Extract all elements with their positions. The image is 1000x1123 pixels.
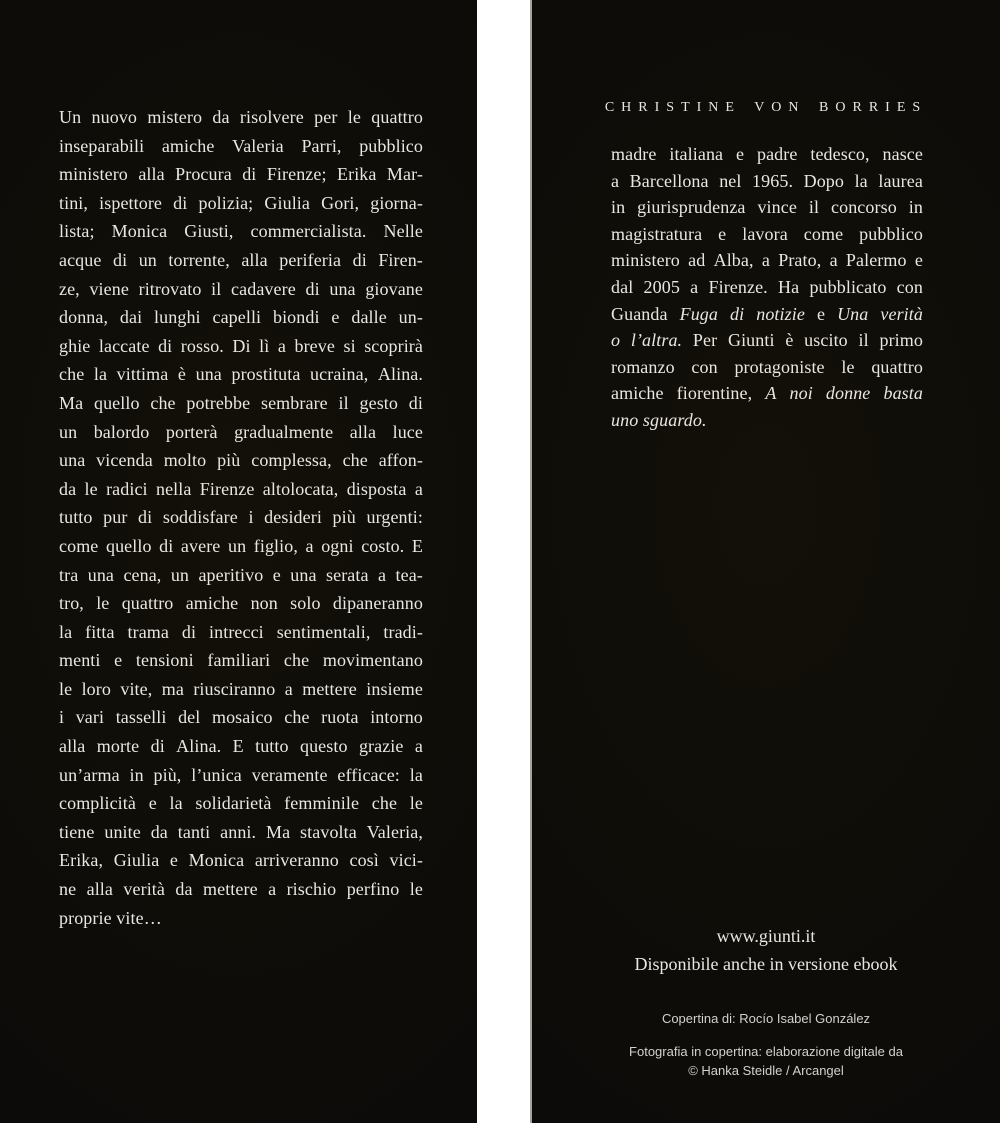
cover-photo-credit (532, 1042, 1000, 1080)
text-line: da le radici nella Firenze altolocata, disposta a (59, 478, 423, 499)
text-line: madre italiana e padre tedesco, nasce (611, 144, 923, 164)
text-line: lista; Monica Giusti, commercialista. Nelle (59, 221, 423, 242)
text-line: Ma quello che potrebbe sembrare il gesto di (59, 392, 423, 413)
text-line: un’arma in più, l’unica veramente efficace: la (59, 764, 423, 785)
text-line: che la vittima è una prostituta ucraina, Alina. (59, 364, 423, 385)
author-bio (611, 141, 923, 434)
text-line: ze, viene ritrovato il cadavere di una giovane (59, 278, 423, 299)
text-line: Guanda Fuga di notizie e Una verità (611, 303, 923, 324)
text-line: in giurisprudenza vince il concorso in (611, 197, 923, 218)
text-line: la fitta trama di intrecci sentimentali, tradi- (59, 621, 423, 642)
text-line: a Barcellona nel 1965. Dopo la laurea (611, 170, 923, 191)
text-line: uno sguardo. (611, 409, 707, 430)
text-line: Erika, Giulia e Monica arriveranno così vici- (59, 850, 423, 871)
text-line: complicità e la solidarietà femminile che le (59, 793, 423, 814)
website-url: www.giunti.it (716, 926, 816, 946)
ebook-availability: Disponibile anche in versione ebook (634, 954, 898, 974)
text-line: ministero ad Alba, a Prato, a Palermo e (611, 250, 923, 271)
text-line: proprie vite… (59, 907, 162, 928)
text-line: le loro vite, ma riusciranno a mettere insieme (59, 678, 423, 699)
text-line: Un nuovo mistero da risolvere per le quattro (59, 107, 423, 127)
cover-designer-credit: Copertina di: Rocío Isabel González (661, 1011, 871, 1026)
text-line: tini, ispettore di polizia; Giulia Gori, giorna- (59, 192, 423, 213)
text-line: acque di un torrente, alla periferia di Firen- (59, 249, 423, 270)
text-line: o l’altra. Per Giunti è uscito il primo (611, 330, 923, 351)
author-name: CHRISTINE VON BORRIES (604, 100, 928, 115)
spine-gap (477, 0, 530, 1123)
text-line: donna, dai lunghi capelli biondi e dalle un- (59, 307, 423, 328)
text-line: tro, le quattro amiche non solo dipaneranno (59, 593, 423, 614)
text-line: dal 2005 a Firenze. Ha pubblicato con (611, 276, 923, 297)
text-line: alla morte di Alina. E tutto questo grazie a (59, 736, 423, 757)
right-flap-panel (532, 0, 1000, 1123)
website-block (532, 922, 1000, 978)
cover-photo-credit-line2: © Hanka Steidle / Arcangel (688, 1063, 844, 1078)
text-line: tra una cena, un aperitivo e una serata a tea- (59, 564, 423, 585)
text-line: ghie laccate di rosso. Di lì a breve si scoprirà (59, 335, 423, 356)
text-line: tiene unite da tanti anni. Ma stavolta Valeria, (59, 821, 423, 842)
text-line: i vari tasselli del mosaico che ruota intorno (59, 707, 423, 728)
text-line: ne alla verità da mettere a rischio perfino le (59, 879, 423, 900)
text-line: una vicenda molto più complessa, che affon- (59, 450, 423, 471)
text-line: magistratura e lavora come pubblico (611, 223, 923, 244)
text-line: tutto pur di soddisfare i desideri più urgenti: (59, 507, 423, 528)
credits-block (532, 1009, 1000, 1080)
text-line: amiche fiorentine, A noi donne basta (611, 383, 923, 404)
cover-photo-credit-line1: Fotografia in copertina: elaborazione digitale da (629, 1044, 903, 1059)
text-line: romanzo con protagoniste le quattro (611, 356, 923, 377)
text-line: menti e tensioni familiari che movimentano (59, 650, 423, 671)
synopsis-text (59, 103, 423, 932)
text-line: come quello di avere un figlio, a ogni costo. E (59, 535, 423, 556)
text-line: ministero alla Procura di Firenze; Erika Mar- (59, 164, 423, 185)
text-line: inseparabili amiche Valeria Parri, pubblico (59, 135, 423, 156)
left-flap-panel (0, 0, 477, 1123)
text-line: un balordo porterà gradualmente alla luce (59, 421, 423, 442)
